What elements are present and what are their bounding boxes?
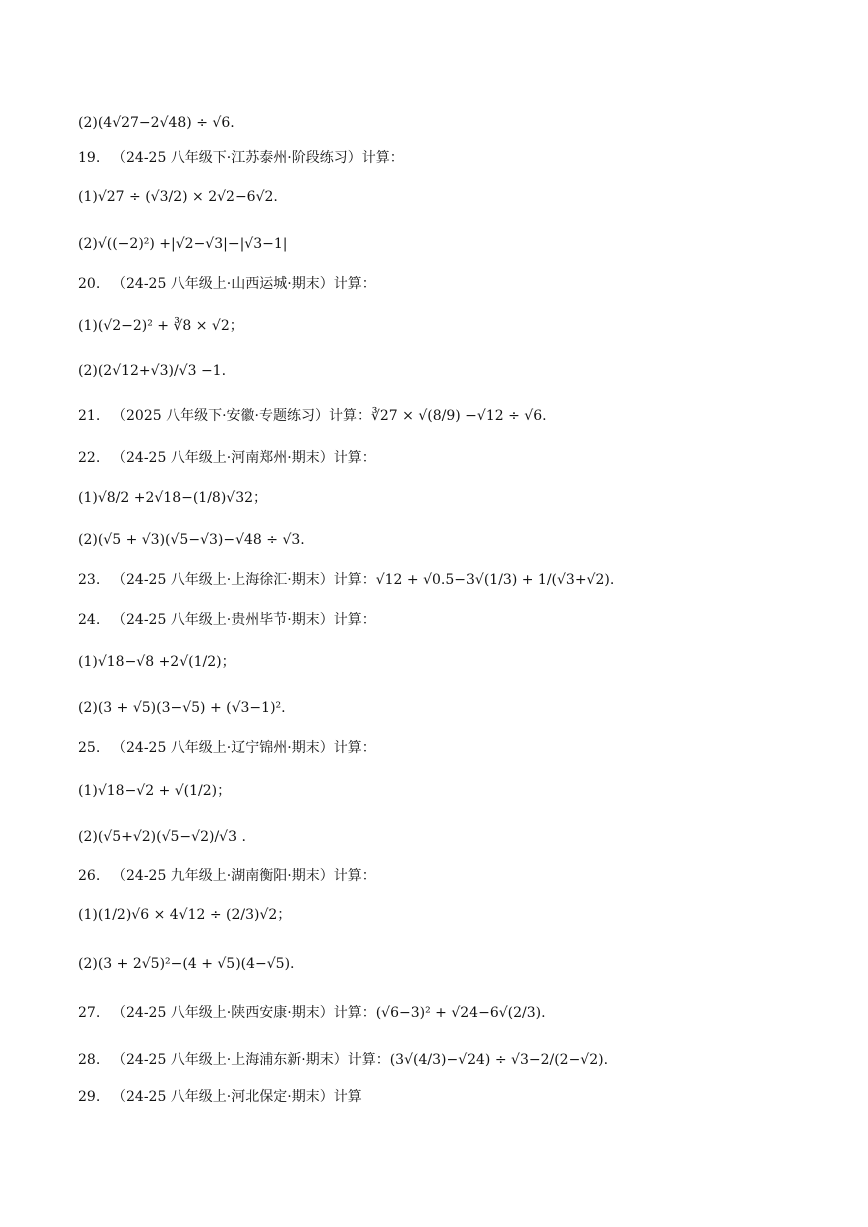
math-expression: (2)(√5 + √3)(√5−√3)−√48 ÷ √3. xyxy=(78,532,305,548)
sub-question xyxy=(78,488,828,508)
question-source: （24-25 八年级下·江苏泰州·阶段练习） xyxy=(112,150,362,166)
sub-question xyxy=(78,187,828,207)
math-expression: (2)(3 + √5)(3−√5) + (√3−1)². xyxy=(78,700,286,716)
question-header xyxy=(78,610,828,630)
question-header xyxy=(78,1003,828,1023)
sub-question xyxy=(78,361,828,381)
math-expression: (1)√18−√8 +2√(1/2)； xyxy=(78,654,236,670)
question-prompt: 计算 xyxy=(333,1089,362,1105)
question-number: 28. xyxy=(78,1052,101,1068)
math-expression: (2)(2√12+√3)/√3 −1. xyxy=(78,363,227,379)
question-header xyxy=(78,406,828,426)
question-prompt: 计算： xyxy=(333,612,376,628)
question-number: 24. xyxy=(78,612,101,628)
sub-question xyxy=(78,234,828,254)
question-prompt: 计算： xyxy=(333,868,376,884)
question-prompt: 计算： xyxy=(361,150,404,166)
question-source: （24-25 八年级上·山西运城·期末） xyxy=(112,276,334,292)
question-header xyxy=(78,866,828,886)
question-prompt: 计算：√12 + √0.5−3√(1/3) + 1/(√3+√2). xyxy=(333,572,615,588)
question-header xyxy=(78,738,828,758)
math-expression: (1)√18−√2 + √(1/2)； xyxy=(78,783,232,799)
math-expression: (1)√8/2 +2√18−(1/8)√32； xyxy=(78,490,268,506)
question-number: 26. xyxy=(78,868,101,884)
sub-question xyxy=(78,827,828,847)
question-source: （24-25 八年级上·河南郑州·期末） xyxy=(112,450,334,466)
sub-question xyxy=(78,954,828,974)
math-expression: (1)(√2−2)² + ∛8 × √2； xyxy=(78,318,244,334)
question-header xyxy=(78,1087,828,1107)
question-number: 20. xyxy=(78,276,101,292)
question-prompt: 计算：∛27 × √(8/9) −√12 ÷ √6. xyxy=(328,408,547,424)
math-expression: (2)(4√27−2√48) ÷ √6. xyxy=(78,115,235,131)
math-expression: (2)(3 + 2√5)²−(4 + √5)(4−√5). xyxy=(78,956,295,972)
question-prompt: 计算：(3√(4/3)−√24) ÷ √3−2/(2−√2). xyxy=(347,1052,609,1068)
question-number: 21. xyxy=(78,408,101,424)
sub-question xyxy=(78,905,828,925)
question-source: （24-25 八年级上·辽宁锦州·期末） xyxy=(112,740,334,756)
question-source: （24-25 八年级上·上海徐汇·期末） xyxy=(112,572,334,588)
question-number: 29. xyxy=(78,1089,101,1105)
question-prompt: 计算： xyxy=(333,276,376,292)
math-expression: (2)√((−2)²) +|√2−√3|−|√3−1| xyxy=(78,236,288,252)
sub-question xyxy=(78,530,828,550)
question-number: 27. xyxy=(78,1005,101,1021)
question-header xyxy=(78,274,828,294)
question-source: （24-25 八年级上·上海浦东新·期末） xyxy=(112,1052,348,1068)
sub-question xyxy=(78,652,828,672)
question-source: （24-25 九年级上·湖南衡阳·期末） xyxy=(112,868,334,884)
math-expression: (1)(1/2)√6 × 4√12 ÷ (2/3)√2； xyxy=(78,907,292,923)
sub-question xyxy=(78,698,828,718)
question-header xyxy=(78,570,828,590)
sub-question xyxy=(78,781,828,801)
question-number: 19. xyxy=(78,150,101,166)
question-prompt: 计算：(√6−3)² + √24−6√(2/3). xyxy=(333,1005,546,1021)
question-source: （2025 八年级下·安徽·专题练习） xyxy=(112,408,329,424)
math-expression: (1)√27 ÷ (√3/2) × 2√2−6√2. xyxy=(78,189,278,205)
question-source: （24-25 八年级上·河北保定·期末） xyxy=(112,1089,334,1105)
question-source: （24-25 八年级上·陕西安康·期末） xyxy=(112,1005,334,1021)
question-number: 25. xyxy=(78,740,101,756)
question-header xyxy=(78,1050,828,1070)
question-header xyxy=(78,148,828,168)
question-prompt: 计算： xyxy=(333,450,376,466)
math-expression: (2)(√5+√2)(√5−√2)/√3 . xyxy=(78,829,246,845)
question-prompt: 计算： xyxy=(333,740,376,756)
question-number: 22. xyxy=(78,450,101,466)
question-number: 23. xyxy=(78,572,101,588)
question-header xyxy=(78,448,828,468)
question-source: （24-25 八年级上·贵州毕节·期末） xyxy=(112,612,334,628)
sub-question xyxy=(78,113,828,133)
sub-question xyxy=(78,316,828,336)
